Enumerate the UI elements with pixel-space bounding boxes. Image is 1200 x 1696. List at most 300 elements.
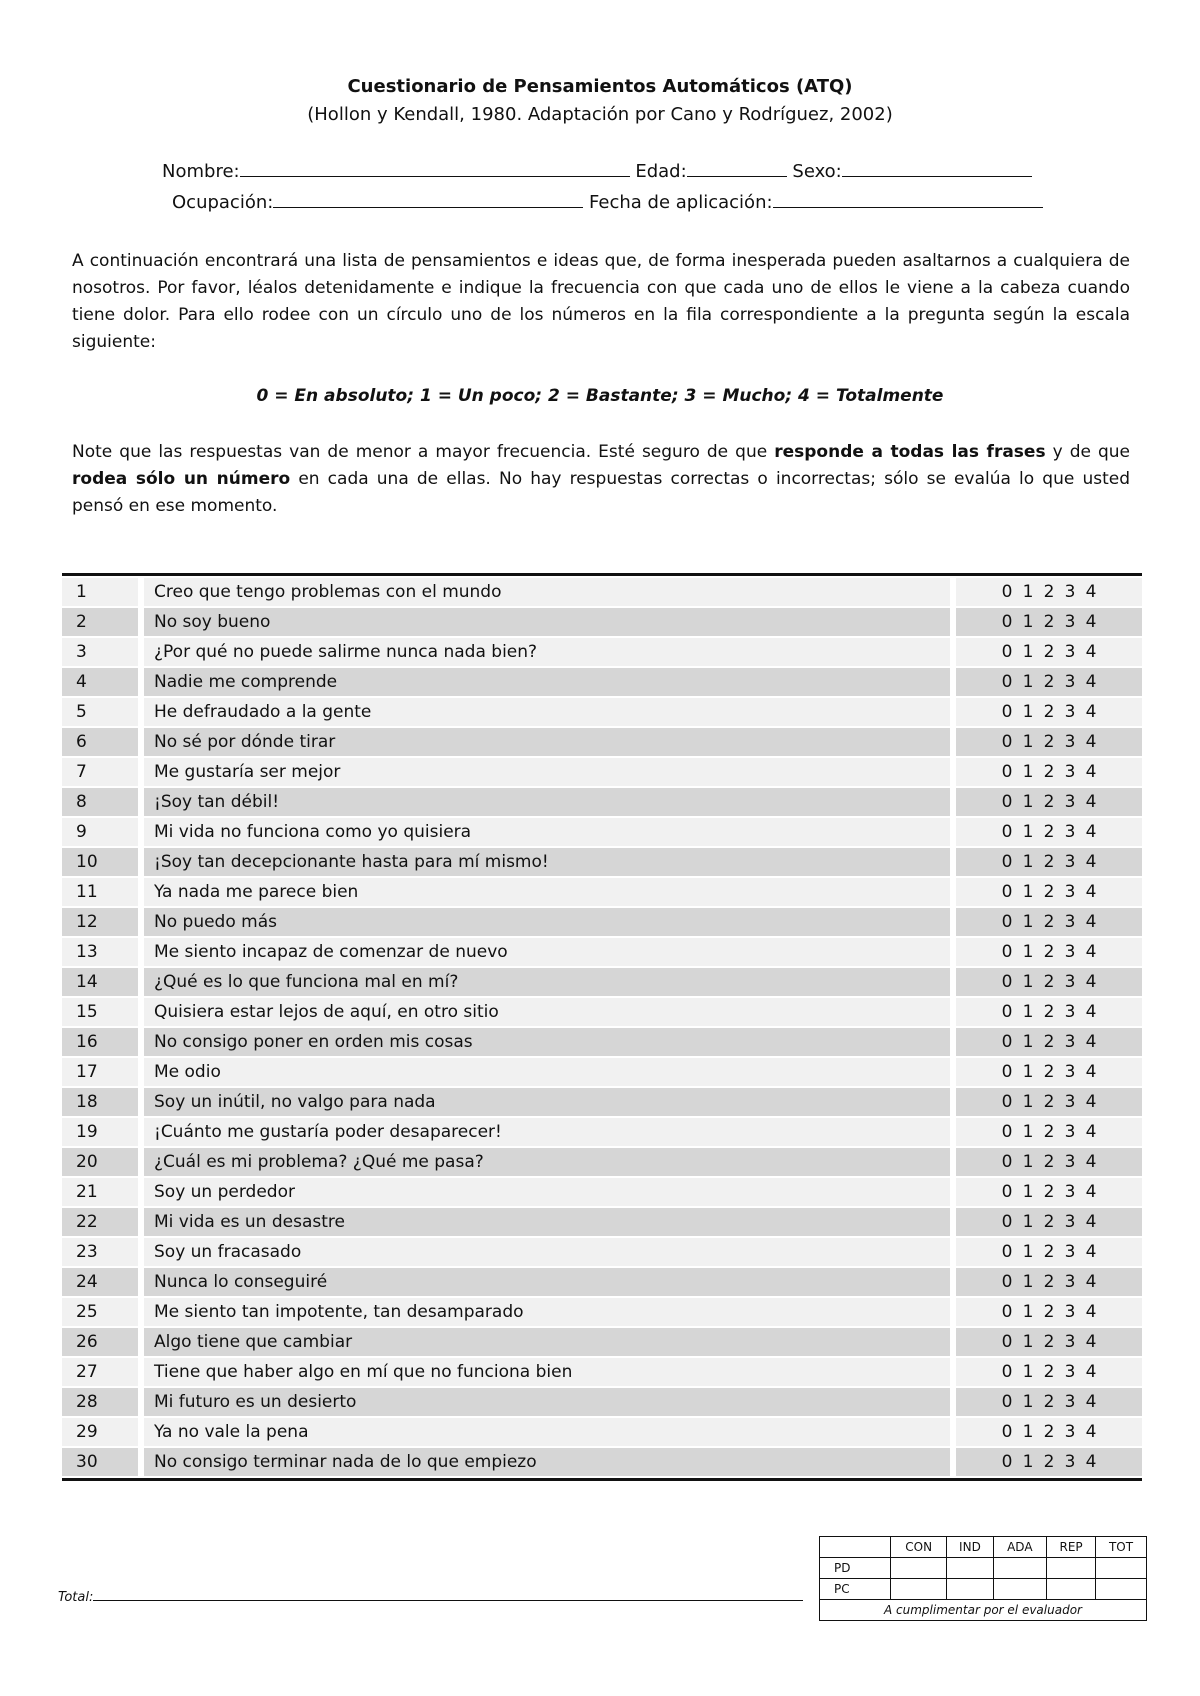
- fecha-field[interactable]: [773, 189, 1043, 208]
- eval-row-pd-label: PD: [820, 1558, 891, 1579]
- option-0[interactable]: 0: [1001, 822, 1013, 842]
- option-2[interactable]: 2: [1043, 732, 1055, 752]
- option-0[interactable]: 0: [1001, 1362, 1013, 1382]
- option-3[interactable]: 3: [1064, 1422, 1076, 1442]
- option-2[interactable]: 2: [1043, 942, 1055, 962]
- option-1[interactable]: 1: [1022, 1002, 1034, 1022]
- option-2[interactable]: 2: [1043, 1002, 1055, 1022]
- option-1[interactable]: 1: [1022, 1452, 1034, 1472]
- option-3[interactable]: 3: [1064, 882, 1076, 902]
- option-4[interactable]: 4: [1085, 972, 1097, 992]
- total-line: [58, 1588, 803, 1605]
- ocupacion-label: Ocupación:: [172, 192, 274, 213]
- item-options: [956, 728, 1142, 756]
- item-number: 19: [62, 1118, 138, 1146]
- item-options: [956, 608, 1142, 636]
- ocupacion-field[interactable]: [273, 189, 583, 208]
- option-4[interactable]: 4: [1085, 1362, 1097, 1382]
- option-1[interactable]: 1: [1022, 582, 1034, 602]
- option-1[interactable]: 1: [1022, 642, 1034, 662]
- eval-cell[interactable]: [1096, 1558, 1147, 1579]
- note-text-2: y de que: [1045, 442, 1131, 462]
- table-row: [62, 788, 1142, 816]
- table-row: [62, 1358, 1142, 1386]
- item-options: [956, 1118, 1142, 1146]
- item-text: ¡Soy tan débil!: [144, 788, 950, 816]
- option-3[interactable]: 3: [1064, 792, 1076, 812]
- response-scale: 0 = En absoluto; 1 = Un poco; 2 = Bastante; 3 = Mucho; 4 = Totalmente: [256, 386, 944, 406]
- option-3[interactable]: 3: [1064, 1242, 1076, 1262]
- item-options: [956, 1418, 1142, 1446]
- option-1[interactable]: 1: [1022, 972, 1034, 992]
- option-2[interactable]: 2: [1043, 822, 1055, 842]
- item-options: [956, 968, 1142, 996]
- item-number: 10: [62, 848, 138, 876]
- option-4[interactable]: 4: [1085, 912, 1097, 932]
- option-4[interactable]: 4: [1085, 1302, 1097, 1322]
- item-text: Mi vida no funciona como yo quisiera: [144, 818, 950, 846]
- option-4[interactable]: 4: [1085, 882, 1097, 902]
- option-1[interactable]: 1: [1022, 612, 1034, 632]
- note-bold-1: responde a todas las frases: [774, 442, 1046, 462]
- option-4[interactable]: 4: [1085, 1182, 1097, 1202]
- eval-col-tot: TOT: [1096, 1537, 1147, 1558]
- item-number: 2: [62, 608, 138, 636]
- item-options: [956, 1058, 1142, 1086]
- item-options: [956, 1448, 1142, 1476]
- option-4[interactable]: 4: [1085, 852, 1097, 872]
- option-1[interactable]: 1: [1022, 702, 1034, 722]
- item-text: No consigo terminar nada de lo que empiezo: [144, 1448, 950, 1476]
- option-0[interactable]: 0: [1001, 702, 1013, 722]
- item-options: [956, 578, 1142, 606]
- option-1[interactable]: 1: [1022, 882, 1034, 902]
- option-4[interactable]: 4: [1085, 732, 1097, 752]
- option-0[interactable]: 0: [1001, 1302, 1013, 1322]
- option-2[interactable]: 2: [1043, 972, 1055, 992]
- item-text: ¿Cuál es mi problema? ¿Qué me pasa?: [144, 1148, 950, 1176]
- item-number: 29: [62, 1418, 138, 1446]
- fields-row-2: [172, 189, 1043, 213]
- item-number: 22: [62, 1208, 138, 1236]
- item-text: ¡Cuánto me gustaría poder desaparecer!: [144, 1118, 950, 1146]
- option-4[interactable]: 4: [1085, 1332, 1097, 1352]
- item-text: Soy un fracasado: [144, 1238, 950, 1266]
- page-title: Cuestionario de Pensamientos Automáticos (ATQ): [347, 76, 853, 97]
- option-4[interactable]: 4: [1085, 672, 1097, 692]
- table-row: [62, 1088, 1142, 1116]
- item-number: 11: [62, 878, 138, 906]
- item-number: 26: [62, 1328, 138, 1356]
- item-text: Nadie me comprende: [144, 668, 950, 696]
- item-options: [956, 758, 1142, 786]
- item-text: Algo tiene que cambiar: [144, 1328, 950, 1356]
- option-3[interactable]: 3: [1064, 942, 1076, 962]
- table-row: [62, 1028, 1142, 1056]
- table-row: [62, 1208, 1142, 1236]
- option-1[interactable]: 1: [1022, 852, 1034, 872]
- eval-col-ada: ADA: [993, 1537, 1047, 1558]
- option-0[interactable]: 0: [1001, 582, 1013, 602]
- item-number: 20: [62, 1148, 138, 1176]
- option-2[interactable]: 2: [1043, 1182, 1055, 1202]
- option-2[interactable]: 2: [1043, 1152, 1055, 1172]
- option-4[interactable]: 4: [1085, 1272, 1097, 1292]
- note-paragraph: [72, 439, 1130, 520]
- option-2[interactable]: 2: [1043, 642, 1055, 662]
- table-row: [62, 848, 1142, 876]
- evaluator-row-pd: [820, 1558, 1147, 1579]
- item-options: [956, 1358, 1142, 1386]
- item-number: 15: [62, 998, 138, 1026]
- item-options: [956, 1088, 1142, 1116]
- option-1[interactable]: 1: [1022, 1182, 1034, 1202]
- item-text: Ya nada me parece bien: [144, 878, 950, 906]
- option-1[interactable]: 1: [1022, 1332, 1034, 1352]
- option-1[interactable]: 1: [1022, 762, 1034, 782]
- eval-col-rep: REP: [1047, 1537, 1096, 1558]
- option-0[interactable]: 0: [1001, 1182, 1013, 1202]
- option-0[interactable]: 0: [1001, 882, 1013, 902]
- eval-row-pc-label: PC: [820, 1579, 891, 1600]
- option-0[interactable]: 0: [1001, 972, 1013, 992]
- option-4[interactable]: 4: [1085, 1392, 1097, 1412]
- option-1[interactable]: 1: [1022, 792, 1034, 812]
- table-row: [62, 668, 1142, 696]
- option-1[interactable]: 1: [1022, 1362, 1034, 1382]
- option-1[interactable]: 1: [1022, 1152, 1034, 1172]
- option-4[interactable]: 4: [1085, 1092, 1097, 1112]
- item-options: [956, 1298, 1142, 1326]
- item-number: 6: [62, 728, 138, 756]
- table-row: [62, 758, 1142, 786]
- item-text: Mi vida es un desastre: [144, 1208, 950, 1236]
- item-number: 14: [62, 968, 138, 996]
- option-0[interactable]: 0: [1001, 1392, 1013, 1412]
- item-text: Quisiera estar lejos de aquí, en otro sitio: [144, 998, 950, 1026]
- option-2[interactable]: 2: [1043, 1422, 1055, 1442]
- items-table: [62, 573, 1142, 1481]
- evaluator-footnote: A cumplimentar por el evaluador: [820, 1600, 1147, 1621]
- option-2[interactable]: 2: [1043, 1242, 1055, 1262]
- option-4[interactable]: 4: [1085, 1212, 1097, 1232]
- option-2[interactable]: 2: [1043, 1212, 1055, 1232]
- eval-cell[interactable]: [993, 1558, 1047, 1579]
- option-4[interactable]: 4: [1085, 1122, 1097, 1142]
- option-3[interactable]: 3: [1064, 912, 1076, 932]
- table-row: [62, 1418, 1142, 1446]
- item-number: 21: [62, 1178, 138, 1206]
- instructions: A continuación encontrará una lista de pensamientos e ideas que, de forma inesperada pueden asaltarnos a cualquiera de nosotros. Por favor, léalos detenidamente e indique la frecuencia con que cada uno de ellos le viene a la cabeza cuando tiene dolor. Para ello rodee con un círculo uno de los números en la fila correspondiente a la pregunta según la escala siguiente:: [72, 251, 1130, 352]
- option-1[interactable]: 1: [1022, 732, 1034, 752]
- item-text: No consigo poner en orden mis cosas: [144, 1028, 950, 1056]
- option-2[interactable]: 2: [1043, 702, 1055, 722]
- option-4[interactable]: 4: [1085, 822, 1097, 842]
- option-0[interactable]: 0: [1001, 1452, 1013, 1472]
- item-options: [956, 1328, 1142, 1356]
- option-2[interactable]: 2: [1043, 672, 1055, 692]
- option-0[interactable]: 0: [1001, 1272, 1013, 1292]
- item-options: [956, 1388, 1142, 1416]
- total-field[interactable]: [93, 1588, 803, 1601]
- item-text: Soy un inútil, no valgo para nada: [144, 1088, 950, 1116]
- option-4[interactable]: 4: [1085, 1422, 1097, 1442]
- option-0[interactable]: 0: [1001, 1002, 1013, 1022]
- item-options: [956, 1208, 1142, 1236]
- option-2[interactable]: 2: [1043, 1362, 1055, 1382]
- option-3[interactable]: 3: [1064, 852, 1076, 872]
- option-3[interactable]: 3: [1064, 672, 1076, 692]
- table-row: [62, 638, 1142, 666]
- table-row: [62, 998, 1142, 1026]
- option-4[interactable]: 4: [1085, 1032, 1097, 1052]
- item-options: [956, 1148, 1142, 1176]
- eval-cell[interactable]: [947, 1579, 993, 1600]
- item-number: 25: [62, 1298, 138, 1326]
- option-3[interactable]: 3: [1064, 732, 1076, 752]
- option-4[interactable]: 4: [1085, 792, 1097, 812]
- option-2[interactable]: 2: [1043, 1302, 1055, 1322]
- nombre-label: Nombre:: [162, 161, 240, 182]
- table-row: [62, 578, 1142, 606]
- item-number: 3: [62, 638, 138, 666]
- option-2[interactable]: 2: [1043, 1122, 1055, 1142]
- option-0[interactable]: 0: [1001, 942, 1013, 962]
- item-number: 7: [62, 758, 138, 786]
- eval-cell[interactable]: [1047, 1558, 1096, 1579]
- option-0[interactable]: 0: [1001, 852, 1013, 872]
- option-4[interactable]: 4: [1085, 1242, 1097, 1262]
- table-row: [62, 1328, 1142, 1356]
- option-1[interactable]: 1: [1022, 1422, 1034, 1442]
- table-row: [62, 1448, 1142, 1476]
- eval-cell[interactable]: [891, 1579, 947, 1600]
- option-1[interactable]: 1: [1022, 1122, 1034, 1142]
- item-number: 5: [62, 698, 138, 726]
- option-0[interactable]: 0: [1001, 1092, 1013, 1112]
- option-0[interactable]: 0: [1001, 1062, 1013, 1082]
- item-options: [956, 638, 1142, 666]
- option-2[interactable]: 2: [1043, 912, 1055, 932]
- option-2[interactable]: 2: [1043, 792, 1055, 812]
- table-row: [62, 1118, 1142, 1146]
- evaluator-footnote-row: [820, 1600, 1147, 1621]
- option-1[interactable]: 1: [1022, 822, 1034, 842]
- item-options: [956, 938, 1142, 966]
- option-4[interactable]: 4: [1085, 1452, 1097, 1472]
- option-0[interactable]: 0: [1001, 1032, 1013, 1052]
- option-3[interactable]: 3: [1064, 822, 1076, 842]
- item-number: 16: [62, 1028, 138, 1056]
- option-3[interactable]: 3: [1064, 762, 1076, 782]
- item-options: [956, 848, 1142, 876]
- item-text: ¿Por qué no puede salirme nunca nada bien?: [144, 638, 950, 666]
- option-0[interactable]: 0: [1001, 732, 1013, 752]
- item-number: 24: [62, 1268, 138, 1296]
- option-3[interactable]: 3: [1064, 1152, 1076, 1172]
- option-4[interactable]: 4: [1085, 1152, 1097, 1172]
- option-4[interactable]: 4: [1085, 762, 1097, 782]
- option-3[interactable]: 3: [1064, 1032, 1076, 1052]
- option-3[interactable]: 3: [1064, 1272, 1076, 1292]
- option-3[interactable]: 3: [1064, 702, 1076, 722]
- table-row: [62, 728, 1142, 756]
- item-text: No puedo más: [144, 908, 950, 936]
- option-4[interactable]: 4: [1085, 702, 1097, 722]
- item-number: 9: [62, 818, 138, 846]
- eval-col-ind: IND: [947, 1537, 993, 1558]
- item-text: Mi futuro es un desierto: [144, 1388, 950, 1416]
- option-1[interactable]: 1: [1022, 942, 1034, 962]
- option-2[interactable]: 2: [1043, 612, 1055, 632]
- eval-cell[interactable]: [891, 1558, 947, 1579]
- table-row: [62, 1268, 1142, 1296]
- fecha-label: Fecha de aplicación:: [589, 192, 773, 213]
- eval-cell[interactable]: [993, 1579, 1047, 1600]
- option-2[interactable]: 2: [1043, 1062, 1055, 1082]
- note-bold-2: rodea sólo un número: [72, 469, 291, 489]
- eval-cell[interactable]: [1096, 1579, 1147, 1600]
- option-0[interactable]: 0: [1001, 1122, 1013, 1142]
- item-options: [956, 908, 1142, 936]
- item-options: [956, 668, 1142, 696]
- option-0[interactable]: 0: [1001, 762, 1013, 782]
- option-2[interactable]: 2: [1043, 1332, 1055, 1352]
- option-0[interactable]: 0: [1001, 1422, 1013, 1442]
- edad-field[interactable]: [687, 158, 787, 177]
- item-text: Tiene que haber algo en mí que no funciona bien: [144, 1358, 950, 1386]
- option-1[interactable]: 1: [1022, 1092, 1034, 1112]
- option-2[interactable]: 2: [1043, 1452, 1055, 1472]
- item-text: ¿Qué es lo que funciona mal en mí?: [144, 968, 950, 996]
- edad-label: Edad:: [635, 161, 687, 182]
- option-1[interactable]: 1: [1022, 672, 1034, 692]
- option-0[interactable]: 0: [1001, 612, 1013, 632]
- option-4[interactable]: 4: [1085, 582, 1097, 602]
- option-1[interactable]: 1: [1022, 1032, 1034, 1052]
- option-0[interactable]: 0: [1001, 912, 1013, 932]
- item-text: Ya no vale la pena: [144, 1418, 950, 1446]
- option-3[interactable]: 3: [1064, 1182, 1076, 1202]
- table-row: [62, 1148, 1142, 1176]
- evaluator-row-pc: [820, 1579, 1147, 1600]
- option-3[interactable]: 3: [1064, 1332, 1076, 1352]
- item-number: 1: [62, 578, 138, 606]
- option-4[interactable]: 4: [1085, 942, 1097, 962]
- option-0[interactable]: 0: [1001, 1332, 1013, 1352]
- option-0[interactable]: 0: [1001, 642, 1013, 662]
- option-1[interactable]: 1: [1022, 1272, 1034, 1292]
- option-3[interactable]: 3: [1064, 642, 1076, 662]
- item-options: [956, 818, 1142, 846]
- option-2[interactable]: 2: [1043, 1272, 1055, 1292]
- option-4[interactable]: 4: [1085, 642, 1097, 662]
- item-number: 23: [62, 1238, 138, 1266]
- option-2[interactable]: 2: [1043, 582, 1055, 602]
- item-text: He defraudado a la gente: [144, 698, 950, 726]
- option-3[interactable]: 3: [1064, 1212, 1076, 1232]
- option-1[interactable]: 1: [1022, 1242, 1034, 1262]
- item-number: 18: [62, 1088, 138, 1116]
- option-4[interactable]: 4: [1085, 1062, 1097, 1082]
- option-2[interactable]: 2: [1043, 1392, 1055, 1412]
- item-text: Soy un perdedor: [144, 1178, 950, 1206]
- option-0[interactable]: 0: [1001, 672, 1013, 692]
- table-row: [62, 608, 1142, 636]
- item-options: [956, 998, 1142, 1026]
- option-0[interactable]: 0: [1001, 792, 1013, 812]
- option-3[interactable]: 3: [1064, 1092, 1076, 1112]
- table-row: [62, 1058, 1142, 1086]
- item-text: Nunca lo conseguiré: [144, 1268, 950, 1296]
- option-1[interactable]: 1: [1022, 1062, 1034, 1082]
- note-text-1: Note que las respuestas van de menor a mayor frecuencia. Esté seguro de que: [72, 442, 775, 462]
- option-3[interactable]: 3: [1064, 972, 1076, 992]
- option-4[interactable]: 4: [1085, 612, 1097, 632]
- sexo-field[interactable]: [842, 158, 1032, 177]
- option-1[interactable]: 1: [1022, 912, 1034, 932]
- evaluator-table: [819, 1536, 1147, 1621]
- item-text: No soy bueno: [144, 608, 950, 636]
- item-number: 27: [62, 1358, 138, 1386]
- item-text: Creo que tengo problemas con el mundo: [144, 578, 950, 606]
- item-text: Me gustaría ser mejor: [144, 758, 950, 786]
- item-number: 30: [62, 1448, 138, 1476]
- item-options: [956, 698, 1142, 726]
- option-3[interactable]: 3: [1064, 582, 1076, 602]
- item-number: 28: [62, 1388, 138, 1416]
- option-3[interactable]: 3: [1064, 612, 1076, 632]
- item-text: ¡Soy tan decepcionante hasta para mí mismo!: [144, 848, 950, 876]
- option-3[interactable]: 3: [1064, 1362, 1076, 1382]
- item-options: [956, 1238, 1142, 1266]
- option-1[interactable]: 1: [1022, 1392, 1034, 1412]
- page-subtitle: (Hollon y Kendall, 1980. Adaptación por Cano y Rodríguez, 2002): [307, 104, 893, 125]
- option-1[interactable]: 1: [1022, 1212, 1034, 1232]
- item-number: 8: [62, 788, 138, 816]
- item-text: Me siento incapaz de comenzar de nuevo: [144, 938, 950, 966]
- eval-cell[interactable]: [947, 1558, 993, 1579]
- option-2[interactable]: 2: [1043, 1092, 1055, 1112]
- option-3[interactable]: 3: [1064, 1452, 1076, 1472]
- option-2[interactable]: 2: [1043, 1032, 1055, 1052]
- item-number: 17: [62, 1058, 138, 1086]
- option-3[interactable]: 3: [1064, 1122, 1076, 1142]
- option-4[interactable]: 4: [1085, 1002, 1097, 1022]
- option-2[interactable]: 2: [1043, 762, 1055, 782]
- option-3[interactable]: 3: [1064, 1302, 1076, 1322]
- item-text: Me siento tan impotente, tan desamparado: [144, 1298, 950, 1326]
- option-0[interactable]: 0: [1001, 1212, 1013, 1232]
- option-2[interactable]: 2: [1043, 852, 1055, 872]
- evaluator-corner: [820, 1537, 891, 1558]
- option-3[interactable]: 3: [1064, 1062, 1076, 1082]
- option-0[interactable]: 0: [1001, 1242, 1013, 1262]
- nombre-field[interactable]: [240, 158, 630, 177]
- table-row: [62, 1388, 1142, 1416]
- table-row: [62, 908, 1142, 936]
- table-row: [62, 968, 1142, 996]
- item-number: 13: [62, 938, 138, 966]
- option-1[interactable]: 1: [1022, 1302, 1034, 1322]
- option-2[interactable]: 2: [1043, 882, 1055, 902]
- option-3[interactable]: 3: [1064, 1002, 1076, 1022]
- option-3[interactable]: 3: [1064, 1392, 1076, 1412]
- table-row: [62, 1178, 1142, 1206]
- eval-cell[interactable]: [1047, 1579, 1096, 1600]
- item-number: 4: [62, 668, 138, 696]
- option-0[interactable]: 0: [1001, 1152, 1013, 1172]
